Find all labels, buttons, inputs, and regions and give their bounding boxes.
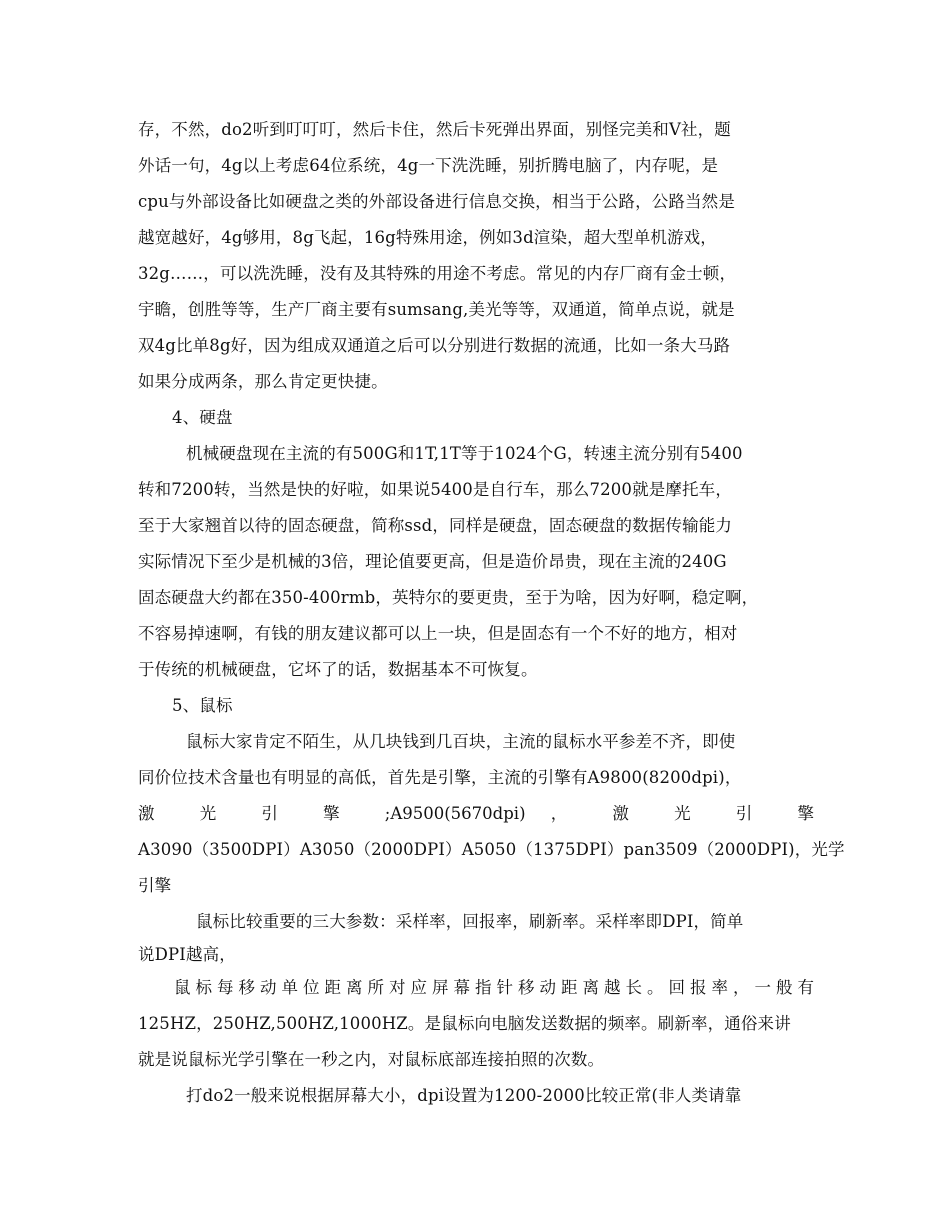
mouse-intro-line-justified: 激 光 引 擎 ;A9500(5670dpi) ， 激 光 引 擎 — [138, 804, 814, 823]
memory-paragraph-line: 宇瞻，创胜等等，生产厂商主要有sumsang,美光等等，双通道，简单点说，就是 — [138, 300, 735, 319]
section-heading-mouse: 5、鼠标 — [172, 696, 233, 715]
memory-paragraph-line: 越宽越好，4g够用，8g飞起，16g特殊用途，例如3d渲染，超大型单机游戏， — [138, 228, 717, 247]
memory-paragraph-line: 外话一句，4g以上考虑64位系统，4g一下洗洗睡，别折腾电脑了，内存呢，是 — [138, 156, 719, 175]
dpi-setting-line: 打do2一般来说根据屏幕大小，dpi设置为1200-2000比较正常(非人类请靠 — [186, 1086, 742, 1105]
mouse-intro-line: 同价位技术含量也有明显的高低，首先是引擎，主流的引擎有A9800(8200dpi)， — [138, 768, 742, 787]
harddisk-paragraph-line: 于传统的机械硬盘，它坏了的话，数据基本不可恢复。 — [138, 660, 538, 679]
harddisk-paragraph-line: 至于大家翘首以待的固态硬盘，简称ssd，同样是硬盘，固态硬盘的数据传输能力 — [138, 516, 733, 535]
mouse-intro-line: 鼠标大家肯定不陌生，从几块钱到几百块，主流的鼠标水平参差不齐，即使 — [186, 732, 736, 751]
mouse-details-line-justified: 鼠标每移动单位距离所对应屏幕指针移动距离越长。回报率，一般有 — [174, 978, 814, 997]
memory-paragraph-line: 存，不然，do2听到叮叮叮，然后卡住，然后卡死弹出界面，别怪完美和V社，题 — [138, 120, 731, 139]
mouse-details-line: 就是说鼠标光学引擎在一秒之内，对鼠标底部连接拍照的次数。 — [138, 1050, 605, 1069]
memory-paragraph-line: 双4g比单8g好，因为组成双通道之后可以分别进行数据的流通，比如一条大马路 — [138, 336, 731, 355]
mouse-params-line: 鼠标比较重要的三大参数：采样率，回报率，刷新率。采样率即DPI，简单 — [196, 912, 744, 931]
mouse-details-line: 125HZ，250HZ,500HZ,1000HZ。是鼠标向电脑发送数据的频率。刷新率，通俗来讲 — [138, 1014, 791, 1033]
mouse-intro-line: A3090（3500DPI）A3050（2000DPI）A5050（1375DPI）pan3509（2000DPI)，光学 — [138, 840, 845, 859]
harddisk-paragraph-line: 机械硬盘现在主流的有500G和1T,1T等于1024个G，转速主流分别有5400 — [186, 444, 743, 463]
harddisk-paragraph-line: 不容易掉速啊，有钱的朋友建议都可以上一块，但是固态有一个不好的地方，相对 — [138, 624, 738, 643]
harddisk-paragraph-line: 固态硬盘大约都在350-400rmb，英特尔的要更贵，至于为啥，因为好啊，稳定啊， — [138, 588, 759, 607]
harddisk-paragraph-line: 实际情况下至少是机械的3倍，理论值要更高，但是造价昂贵，现在主流的240G — [138, 552, 727, 571]
mouse-intro-line: 引擎 — [138, 876, 172, 895]
mouse-params-line: 说DPI越高， — [138, 945, 236, 964]
memory-paragraph-line: 如果分成两条，那么肯定更快捷。 — [138, 372, 388, 391]
section-heading-harddisk: 4、硬盘 — [172, 408, 233, 427]
harddisk-paragraph-line: 转和7200转，当然是快的好啦，如果说5400是自行车，那么7200就是摩托车， — [138, 480, 732, 499]
memory-paragraph-line: cpu与外部设备比如硬盘之类的外部设备进行信息交换，相当于公路，公路当然是 — [138, 192, 735, 211]
memory-paragraph-line: 32g……，可以洗洗睡，没有及其特殊的用途不考虑。常见的内存厂商有金士顿， — [138, 264, 737, 283]
